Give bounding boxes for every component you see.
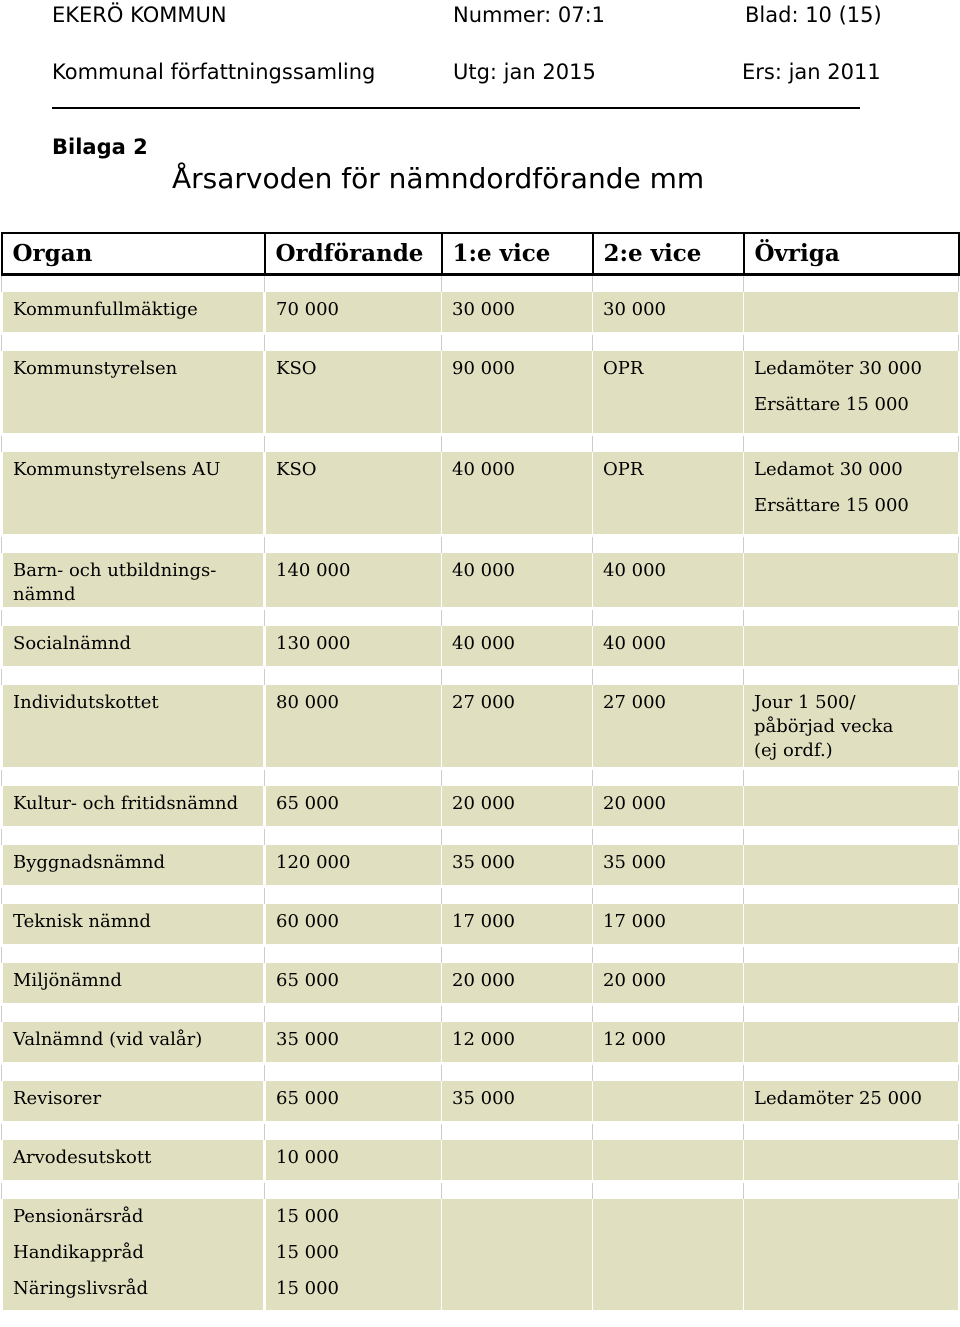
organ-cell-text: Kommunstyrelsen — [13, 358, 178, 379]
organ-cell-text: Arvodesutskott — [13, 1147, 152, 1168]
other-fee-cell — [744, 1022, 959, 1064]
first-vice-fee-cell-text: 17 000 — [452, 911, 515, 932]
first-vice-fee-cell-text: 35 000 — [452, 852, 515, 873]
first-vice-fee-cell — [442, 1081, 593, 1123]
row-spacer — [2, 1005, 959, 1023]
spacer-cell — [593, 828, 744, 846]
spacer-cell — [593, 1182, 744, 1200]
spacer-cell — [593, 609, 744, 627]
other-fee-cell — [744, 1081, 959, 1123]
chair-fee-cell — [265, 553, 442, 609]
spacer-cell — [593, 887, 744, 905]
table-row — [2, 1140, 959, 1182]
organ-cell — [2, 845, 265, 887]
spacer-cell — [744, 668, 959, 686]
page-number: Blad: 10 (15) — [745, 3, 882, 27]
chair-fee-cell — [265, 1022, 442, 1064]
first-vice-fee-cell-text: 40 000 — [452, 560, 515, 581]
spacer-cell — [744, 887, 959, 905]
column-header: Organ — [2, 233, 265, 275]
spacer-cell — [442, 769, 593, 787]
second-vice-fee-cell-text: 27 000 — [603, 692, 666, 713]
chair-fee-cell-text: KSO — [276, 358, 317, 379]
row-spacer — [2, 275, 959, 293]
table-row — [2, 626, 959, 668]
spacer-cell — [744, 435, 959, 453]
first-vice-fee-cell — [442, 1199, 593, 1312]
other-fee-cell-text: Ledamöter 25 000 — [754, 1088, 922, 1109]
organ-cell — [2, 963, 265, 1005]
spacer-cell — [442, 668, 593, 686]
other-fee-cell — [744, 626, 959, 668]
first-vice-fee-cell — [442, 292, 593, 334]
row-spacer — [2, 668, 959, 686]
first-vice-fee-cell — [442, 904, 593, 946]
second-vice-fee-cell — [593, 292, 744, 334]
second-vice-fee-cell-text: 35 000 — [603, 852, 666, 873]
spacer-cell — [2, 435, 265, 453]
spacer-cell — [2, 1182, 265, 1200]
first-vice-fee-cell-text: 30 000 — [452, 299, 515, 320]
chair-fee-cell-text: 130 000 — [276, 633, 351, 654]
row-spacer — [2, 435, 959, 453]
first-vice-fee-cell — [442, 1022, 593, 1064]
other-fee-cell — [744, 963, 959, 1005]
spacer-cell — [265, 769, 442, 787]
spacer-cell — [265, 536, 442, 554]
spacer-cell — [744, 1064, 959, 1082]
document-number: Nummer: 07:1 — [453, 3, 606, 27]
first-vice-fee-cell-text: 40 000 — [452, 633, 515, 654]
replaces-date: Ers: jan 2011 — [742, 60, 881, 84]
fee-table — [0, 232, 960, 1313]
other-fee-cell — [744, 351, 959, 435]
spacer-cell — [593, 1005, 744, 1023]
second-vice-fee-cell — [593, 786, 744, 828]
row-spacer — [2, 536, 959, 554]
second-vice-fee-cell — [593, 626, 744, 668]
row-spacer — [2, 828, 959, 846]
organ-cell-text: Handikappråd — [13, 1242, 144, 1263]
first-vice-fee-cell — [442, 1140, 593, 1182]
organ-cell-text: Kommunfullmäktige — [13, 299, 198, 320]
spacer-cell — [442, 609, 593, 627]
spacer-cell — [442, 275, 593, 293]
row-spacer — [2, 769, 959, 787]
chair-fee-cell — [265, 904, 442, 946]
organ-cell-text: Revisorer — [13, 1088, 102, 1109]
table-row — [2, 1081, 959, 1123]
first-vice-fee-cell-text: 20 000 — [452, 793, 515, 814]
second-vice-fee-cell — [593, 685, 744, 769]
chair-fee-cell — [265, 626, 442, 668]
chair-fee-cell-text: 10 000 — [276, 1147, 339, 1168]
organ-cell-text: Kultur- och fritidsnämnd — [13, 793, 239, 814]
spacer-cell — [593, 435, 744, 453]
spacer-cell — [2, 769, 265, 787]
organ-cell — [2, 1081, 265, 1123]
spacer-cell — [265, 435, 442, 453]
chair-fee-cell — [265, 963, 442, 1005]
spacer-cell — [265, 275, 442, 293]
collection-name: Kommunal författningssamling — [52, 60, 376, 84]
second-vice-fee-cell-text: 20 000 — [603, 793, 666, 814]
chair-fee-cell-text: 70 000 — [276, 299, 339, 320]
organ-cell — [2, 1140, 265, 1182]
other-fee-cell-text: (ej ordf.) — [754, 740, 833, 761]
spacer-cell — [744, 275, 959, 293]
row-spacer — [2, 1182, 959, 1200]
first-vice-fee-cell-text: 35 000 — [452, 1088, 515, 1109]
organ-cell — [2, 626, 265, 668]
spacer-cell — [442, 334, 593, 352]
organ-cell-text: Teknisk nämnd — [13, 911, 151, 932]
spacer-cell — [265, 609, 442, 627]
other-fee-cell — [744, 452, 959, 536]
first-vice-fee-cell — [442, 553, 593, 609]
row-spacer — [2, 1123, 959, 1141]
second-vice-fee-cell — [593, 452, 744, 536]
spacer-cell — [442, 435, 593, 453]
organ-cell — [2, 553, 265, 609]
organ-cell-text: Pensionärsråd — [13, 1206, 144, 1227]
chair-fee-cell-text: 140 000 — [276, 560, 351, 581]
spacer-cell — [593, 334, 744, 352]
first-vice-fee-cell — [442, 845, 593, 887]
other-fee-cell — [744, 786, 959, 828]
organ-cell-text: Miljönämnd — [13, 970, 122, 991]
spacer-cell — [2, 1005, 265, 1023]
column-header: Ordförande — [265, 233, 442, 275]
spacer-cell — [593, 668, 744, 686]
chair-fee-cell — [265, 292, 442, 334]
spacer-cell — [442, 946, 593, 964]
second-vice-fee-cell-text: OPR — [603, 358, 644, 379]
other-fee-cell-text: påbörjad vecka — [754, 716, 894, 737]
spacer-cell — [265, 668, 442, 686]
row-spacer — [2, 609, 959, 627]
first-vice-fee-cell-text: 90 000 — [452, 358, 515, 379]
first-vice-fee-cell — [442, 963, 593, 1005]
second-vice-fee-cell-text: 40 000 — [603, 560, 666, 581]
spacer-cell — [2, 887, 265, 905]
row-spacer — [2, 334, 959, 352]
second-vice-fee-cell — [593, 1140, 744, 1182]
second-vice-fee-cell — [593, 1199, 744, 1312]
spacer-cell — [2, 1123, 265, 1141]
organ-cell — [2, 904, 265, 946]
first-vice-fee-cell — [442, 685, 593, 769]
spacer-cell — [442, 887, 593, 905]
spacer-cell — [442, 536, 593, 554]
issued-date: Utg: jan 2015 — [453, 60, 596, 84]
chair-fee-cell-text: 80 000 — [276, 692, 339, 713]
organ-cell-text: Socialnämnd — [13, 633, 132, 654]
organ-cell — [2, 292, 265, 334]
header-rule — [52, 107, 860, 109]
spacer-cell — [265, 1064, 442, 1082]
table-row — [2, 845, 959, 887]
second-vice-fee-cell-text: 40 000 — [603, 633, 666, 654]
spacer-cell — [442, 1182, 593, 1200]
spacer-cell — [593, 1123, 744, 1141]
spacer-cell — [2, 609, 265, 627]
spacer-cell — [593, 769, 744, 787]
other-fee-cell — [744, 685, 959, 769]
chair-fee-cell-text: 15 000 — [276, 1206, 339, 1227]
spacer-cell — [265, 334, 442, 352]
chair-fee-cell-text: KSO — [276, 459, 317, 480]
chair-fee-cell-text: 65 000 — [276, 1088, 339, 1109]
spacer-cell — [265, 1182, 442, 1200]
table-row — [2, 1022, 959, 1064]
chair-fee-cell — [265, 685, 442, 769]
spacer-cell — [593, 946, 744, 964]
second-vice-fee-cell-text: 12 000 — [603, 1029, 666, 1050]
first-vice-fee-cell-text: 20 000 — [452, 970, 515, 991]
spacer-cell — [593, 275, 744, 293]
table-row — [2, 904, 959, 946]
other-fee-cell-text: Jour 1 500/ — [754, 692, 856, 713]
organ-cell-text: Näringslivsråd — [13, 1278, 148, 1299]
organ-cell-text: Kommunstyrelsens AU — [13, 459, 221, 480]
spacer-cell — [744, 946, 959, 964]
organ-cell-text: Valnämnd (vid valår) — [13, 1029, 203, 1050]
spacer-cell — [442, 1005, 593, 1023]
second-vice-fee-cell-text: 20 000 — [603, 970, 666, 991]
spacer-cell — [2, 828, 265, 846]
organ-cell-text: Individutskottet — [13, 692, 159, 713]
table-row — [2, 685, 959, 769]
table-row — [2, 1199, 959, 1312]
organ-cell — [2, 1199, 265, 1312]
chair-fee-cell-text: 35 000 — [276, 1029, 339, 1050]
chair-fee-cell — [265, 845, 442, 887]
chair-fee-cell — [265, 351, 442, 435]
spacer-cell — [744, 769, 959, 787]
spacer-cell — [265, 1123, 442, 1141]
spacer-cell — [442, 828, 593, 846]
chair-fee-cell — [265, 1081, 442, 1123]
first-vice-fee-cell — [442, 786, 593, 828]
second-vice-fee-cell-text: 17 000 — [603, 911, 666, 932]
other-fee-cell — [744, 1140, 959, 1182]
chair-fee-cell-text: 120 000 — [276, 852, 351, 873]
column-header: Övriga — [744, 233, 959, 275]
row-spacer — [2, 1064, 959, 1082]
first-vice-fee-cell — [442, 351, 593, 435]
chair-fee-cell-text: 65 000 — [276, 970, 339, 991]
organ-cell — [2, 1022, 265, 1064]
first-vice-fee-cell — [442, 626, 593, 668]
spacer-cell — [442, 1123, 593, 1141]
other-fee-cell — [744, 845, 959, 887]
first-vice-fee-cell — [442, 452, 593, 536]
table-row — [2, 786, 959, 828]
first-vice-fee-cell-text: 12 000 — [452, 1029, 515, 1050]
spacer-cell — [2, 275, 265, 293]
column-header: 2:e vice — [593, 233, 744, 275]
chair-fee-cell — [265, 452, 442, 536]
organ-cell-text: nämnd — [13, 584, 76, 605]
spacer-cell — [744, 828, 959, 846]
spacer-cell — [744, 1005, 959, 1023]
second-vice-fee-cell-text: OPR — [603, 459, 644, 480]
table-row — [2, 351, 959, 435]
spacer-cell — [442, 1064, 593, 1082]
organ-cell — [2, 786, 265, 828]
row-spacer — [2, 946, 959, 964]
table-row — [2, 292, 959, 334]
chair-fee-cell-text: 15 000 — [276, 1278, 339, 1299]
chair-fee-cell — [265, 786, 442, 828]
chair-fee-cell-text: 15 000 — [276, 1242, 339, 1263]
table-row — [2, 553, 959, 609]
second-vice-fee-cell — [593, 963, 744, 1005]
spacer-cell — [265, 828, 442, 846]
other-fee-cell-text: Ledamot 30 000 — [754, 459, 903, 480]
spacer-cell — [2, 536, 265, 554]
second-vice-fee-cell — [593, 904, 744, 946]
spacer-cell — [744, 334, 959, 352]
column-header: 1:e vice — [442, 233, 593, 275]
second-vice-fee-cell — [593, 1022, 744, 1064]
spacer-cell — [744, 1182, 959, 1200]
appendix-label: Bilaga 2 — [52, 135, 148, 159]
spacer-cell — [2, 1064, 265, 1082]
spacer-cell — [265, 946, 442, 964]
other-fee-cell-text: Ersättare 15 000 — [754, 394, 909, 415]
second-vice-fee-cell — [593, 845, 744, 887]
chair-fee-cell — [265, 1199, 442, 1312]
other-fee-cell — [744, 292, 959, 334]
table-header-row — [2, 233, 959, 275]
other-fee-cell-text: Ledamöter 30 000 — [754, 358, 922, 379]
first-vice-fee-cell-text: 40 000 — [452, 459, 515, 480]
other-fee-cell-text: Ersättare 15 000 — [754, 495, 909, 516]
spacer-cell — [593, 536, 744, 554]
organ-cell — [2, 351, 265, 435]
spacer-cell — [2, 334, 265, 352]
spacer-cell — [265, 887, 442, 905]
spacer-cell — [265, 1005, 442, 1023]
spacer-cell — [744, 1123, 959, 1141]
second-vice-fee-cell-text: 30 000 — [603, 299, 666, 320]
chair-fee-cell-text: 60 000 — [276, 911, 339, 932]
page-title: Årsarvoden för nämndordförande mm — [172, 162, 705, 195]
spacer-cell — [593, 1064, 744, 1082]
second-vice-fee-cell — [593, 1081, 744, 1123]
second-vice-fee-cell — [593, 351, 744, 435]
spacer-cell — [744, 609, 959, 627]
other-fee-cell — [744, 553, 959, 609]
municipality-name: EKERÖ KOMMUN — [52, 3, 227, 27]
chair-fee-cell-text: 65 000 — [276, 793, 339, 814]
organ-cell-text: Byggnadsnämnd — [13, 852, 166, 873]
spacer-cell — [744, 536, 959, 554]
first-vice-fee-cell-text: 27 000 — [452, 692, 515, 713]
other-fee-cell — [744, 1199, 959, 1312]
row-spacer — [2, 887, 959, 905]
table-row — [2, 452, 959, 536]
second-vice-fee-cell — [593, 553, 744, 609]
spacer-cell — [2, 668, 265, 686]
organ-cell — [2, 685, 265, 769]
organ-cell-text: Barn- och utbildnings- — [13, 560, 217, 581]
other-fee-cell — [744, 904, 959, 946]
spacer-cell — [2, 946, 265, 964]
organ-cell — [2, 452, 265, 536]
chair-fee-cell — [265, 1140, 442, 1182]
table-row — [2, 963, 959, 1005]
